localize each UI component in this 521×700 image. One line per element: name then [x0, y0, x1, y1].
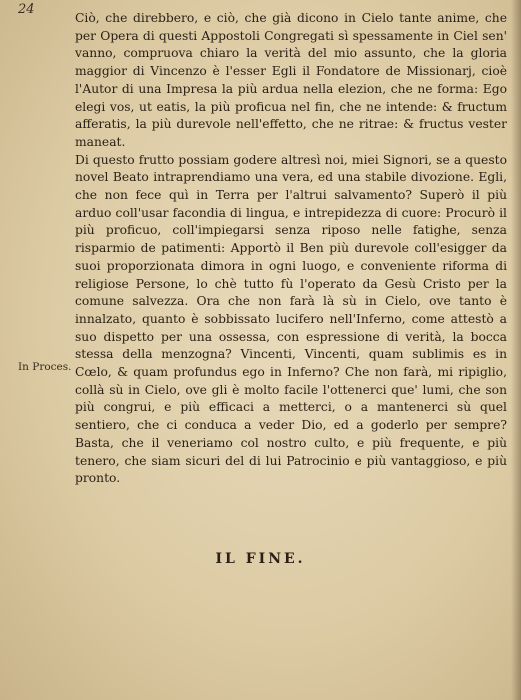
page-number: 24: [18, 2, 35, 17]
page-spine-shadow: [511, 0, 521, 700]
body-text: [75, 10, 507, 488]
paragraph-1: Ciò, che direbbero, e ciò, che già dicono in Cielo tante anime, che per Opera di questi Appostoli Congregati sì spessamente in Ciel sen' vanno, compruova chiaro la verità del mio assunto, che la gloria maggior di Vincenzo è l'esser Egli il Fondatore de Missionarj, cioè l'Autor di una Impresa la più ardua nella elezion, che ne forma: Ego elegi vos, ut eatis, la più proficua nel fin, che ne intende: & fructum afferatis, la più durevole nell'effetto, che ne ritrae: & fructus vester maneat.: [75, 11, 507, 149]
end-title: IL FINE.: [215, 551, 306, 567]
paragraph-2: Di questo frutto possiam godere altresì noi, miei Signori, se a questo novel Beato intraprendiamo una vera, ed una stabile divozione. Egli, che non fece quì in Terra per l'altrui salvamento? Superò il più arduo coll'usar facondia di lingua, e intrepidezza di cuore: Procurò il più proficuo, coll'impiegarsi senza riposo nelle fatighe, senza risparmio de patimenti: Apportò il Ben più durevole coll'esigger da suoi proporzionata dimora in ogni luogo, e conveniente riforma di religiose Persone, lo chè tutto fù l'operato da Gesù Cristo per la comune salvezza. Ora che non farà là sù in Cielo, ove tanto è innalzato, quanto è sobbissato lucifero nell'Inferno, come attestò a suo dispetto per una ossessa, con espressione di verità, la bocca stessa della menzogna? Vincenti, Vincenti, quam sublimis es in Cœlo, & quam profundus ego in Inferno? Che non farà, mi ripiglio, collà sù in Cielo, ove gli è molto facile l'ottenerci que' lumi, che son più congrui, e più efficaci a metterci, o a mantenerci sù quel sentiero, che ci conduca a veder Dio, ed a goderlo per sempre? Basta, che il veneriamo col nostro culto, e più frequente, e più tenero, che siam sicuri del di lui Patrocinio e più vantaggioso, e più pronto.: [75, 152, 507, 486]
margin-note: In Proces.: [18, 361, 72, 373]
